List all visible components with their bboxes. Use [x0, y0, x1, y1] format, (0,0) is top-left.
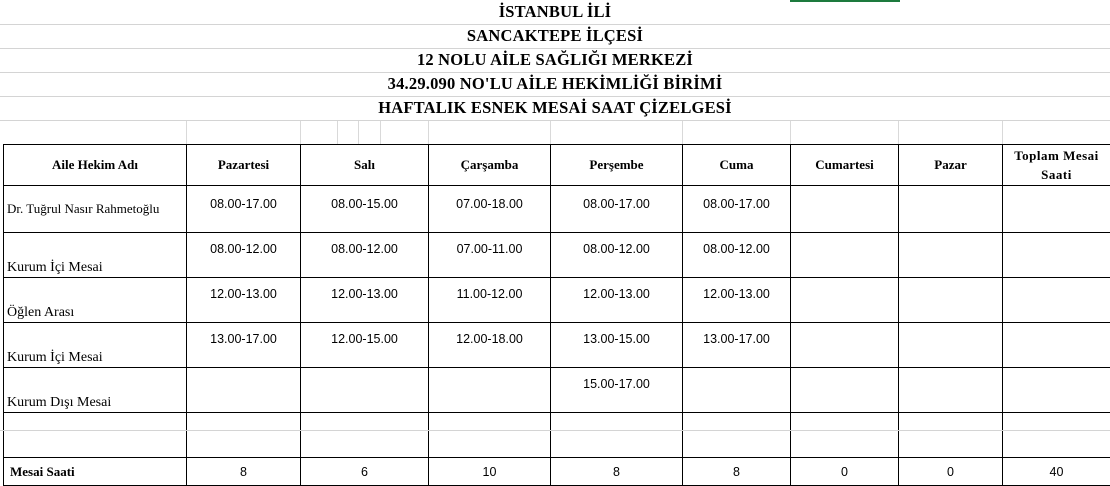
total-cell[interactable]: 6: [301, 458, 429, 486]
table-row: [4, 323, 1110, 368]
table-cell[interactable]: [1003, 278, 1110, 323]
col-header-total[interactable]: Toplam Mesai Saati: [1003, 145, 1110, 186]
table-row: [4, 368, 1110, 413]
col-header-doctor[interactable]: Aile Hekim Adı: [4, 145, 187, 186]
table-cell[interactable]: [1003, 413, 1110, 458]
table-cell[interactable]: [301, 368, 429, 413]
total-cell[interactable]: 8: [187, 458, 301, 486]
grid-line: [358, 121, 359, 145]
grid-line: [682, 121, 683, 145]
row-label[interactable]: Öğlen Arası: [4, 278, 187, 323]
table-cell[interactable]: [187, 413, 301, 458]
table-cell[interactable]: 08.00-17.00: [551, 186, 683, 233]
total-cell[interactable]: 8: [551, 458, 683, 486]
table-cell[interactable]: [899, 368, 1003, 413]
schedule-table: [3, 144, 1110, 486]
grid-line: [0, 120, 1110, 121]
total-row: [4, 458, 1110, 486]
grid-line: [898, 121, 899, 145]
table-cell[interactable]: [791, 233, 899, 278]
table-cell[interactable]: 08.00-12.00: [551, 233, 683, 278]
table-row: [4, 186, 1110, 233]
table-cell[interactable]: [791, 186, 899, 233]
table-cell[interactable]: [899, 413, 1003, 458]
total-cell[interactable]: 10: [429, 458, 551, 486]
sheet-header: [0, 0, 1110, 145]
table-cell[interactable]: 15.00-17.00: [551, 368, 683, 413]
table-cell[interactable]: 08.00-12.00: [683, 233, 791, 278]
table-cell[interactable]: 07.00-11.00: [429, 233, 551, 278]
table-cell[interactable]: 12.00-13.00: [187, 278, 301, 323]
table-cell[interactable]: [899, 323, 1003, 368]
col-header-tuesday[interactable]: Salı: [301, 145, 429, 186]
table-cell[interactable]: 12.00-15.00: [301, 323, 429, 368]
table-cell[interactable]: [429, 368, 551, 413]
grid-line: [380, 121, 381, 145]
table-cell[interactable]: 07.00-18.00: [429, 186, 551, 233]
grid-line: [300, 121, 301, 145]
table-cell[interactable]: 08.00-12.00: [301, 233, 429, 278]
table-cell[interactable]: 08.00-12.00: [187, 233, 301, 278]
table-cell[interactable]: 12.00-18.00: [429, 323, 551, 368]
grid-line: [550, 121, 551, 145]
col-header-thursday[interactable]: Perşembe: [551, 145, 683, 186]
table-cell[interactable]: [791, 278, 899, 323]
grid-line: [1002, 121, 1003, 145]
col-header-monday[interactable]: Pazartesi: [187, 145, 301, 186]
header-row: [4, 145, 1110, 186]
table-row: [4, 413, 1110, 458]
row-label[interactable]: Kurum Dışı Mesai: [4, 368, 187, 413]
table-cell[interactable]: [791, 368, 899, 413]
table-cell[interactable]: 13.00-17.00: [187, 323, 301, 368]
table-cell[interactable]: [1003, 233, 1110, 278]
row-label[interactable]: Kurum İçi Mesai: [4, 233, 187, 278]
table-cell[interactable]: [791, 413, 899, 458]
col-header-wednesday[interactable]: Çarşamba: [429, 145, 551, 186]
table-cell[interactable]: 11.00-12.00: [429, 278, 551, 323]
table-cell[interactable]: [1003, 323, 1110, 368]
grid-line: [186, 121, 187, 145]
table-cell[interactable]: [899, 278, 1003, 323]
total-label[interactable]: Mesai Saati: [4, 458, 187, 486]
table-cell[interactable]: 08.00-17.00: [187, 186, 301, 233]
table-cell[interactable]: [301, 413, 429, 458]
table-cell[interactable]: [791, 323, 899, 368]
total-cell[interactable]: 0: [791, 458, 899, 486]
table-row: [4, 278, 1110, 323]
title-health-center: 12 NOLU AİLE SAĞLIĞI MERKEZİ: [0, 48, 1110, 72]
table-cell[interactable]: 12.00-13.00: [551, 278, 683, 323]
table-cell[interactable]: [1003, 368, 1110, 413]
table-cell[interactable]: [187, 368, 301, 413]
table-cell[interactable]: 12.00-13.00: [301, 278, 429, 323]
total-cell[interactable]: 8: [683, 458, 791, 486]
grid-line: [428, 121, 429, 145]
grid-line: [337, 121, 338, 145]
table-cell[interactable]: 08.00-17.00: [683, 186, 791, 233]
col-header-friday[interactable]: Cuma: [683, 145, 791, 186]
col-header-saturday[interactable]: Cumartesi: [791, 145, 899, 186]
row-label[interactable]: Dr. Tuğrul Nasır Rahmetoğlu: [4, 186, 187, 233]
row-label[interactable]: [4, 413, 187, 458]
table-cell[interactable]: [551, 413, 683, 458]
col-header-sunday[interactable]: Pazar: [899, 145, 1003, 186]
grid-line: [790, 121, 791, 145]
table-cell[interactable]: 12.00-13.00: [683, 278, 791, 323]
table-cell[interactable]: [683, 413, 791, 458]
title-unit: 34.29.090 NO'LU AİLE HEKİMLİĞİ BİRİMİ: [0, 72, 1110, 96]
table-cell[interactable]: [683, 368, 791, 413]
title-province: İSTANBUL İLİ: [0, 0, 1110, 24]
total-cell[interactable]: 40: [1003, 458, 1110, 486]
table-row: [4, 233, 1110, 278]
table-cell[interactable]: [1003, 186, 1110, 233]
table-cell[interactable]: 13.00-15.00: [551, 323, 683, 368]
table-cell[interactable]: 08.00-15.00: [301, 186, 429, 233]
title-district: SANCAKTEPE İLÇESİ: [0, 24, 1110, 48]
grid-line: [0, 430, 1110, 431]
title-schedule: HAFTALIK ESNEK MESAİ SAAT ÇİZELGESİ: [0, 96, 1110, 120]
total-cell[interactable]: 0: [899, 458, 1003, 486]
table-cell[interactable]: [899, 233, 1003, 278]
table-cell[interactable]: [429, 413, 551, 458]
row-label[interactable]: Kurum İçi Mesai: [4, 323, 187, 368]
table-cell[interactable]: 13.00-17.00: [683, 323, 791, 368]
table-cell[interactable]: [899, 186, 1003, 233]
